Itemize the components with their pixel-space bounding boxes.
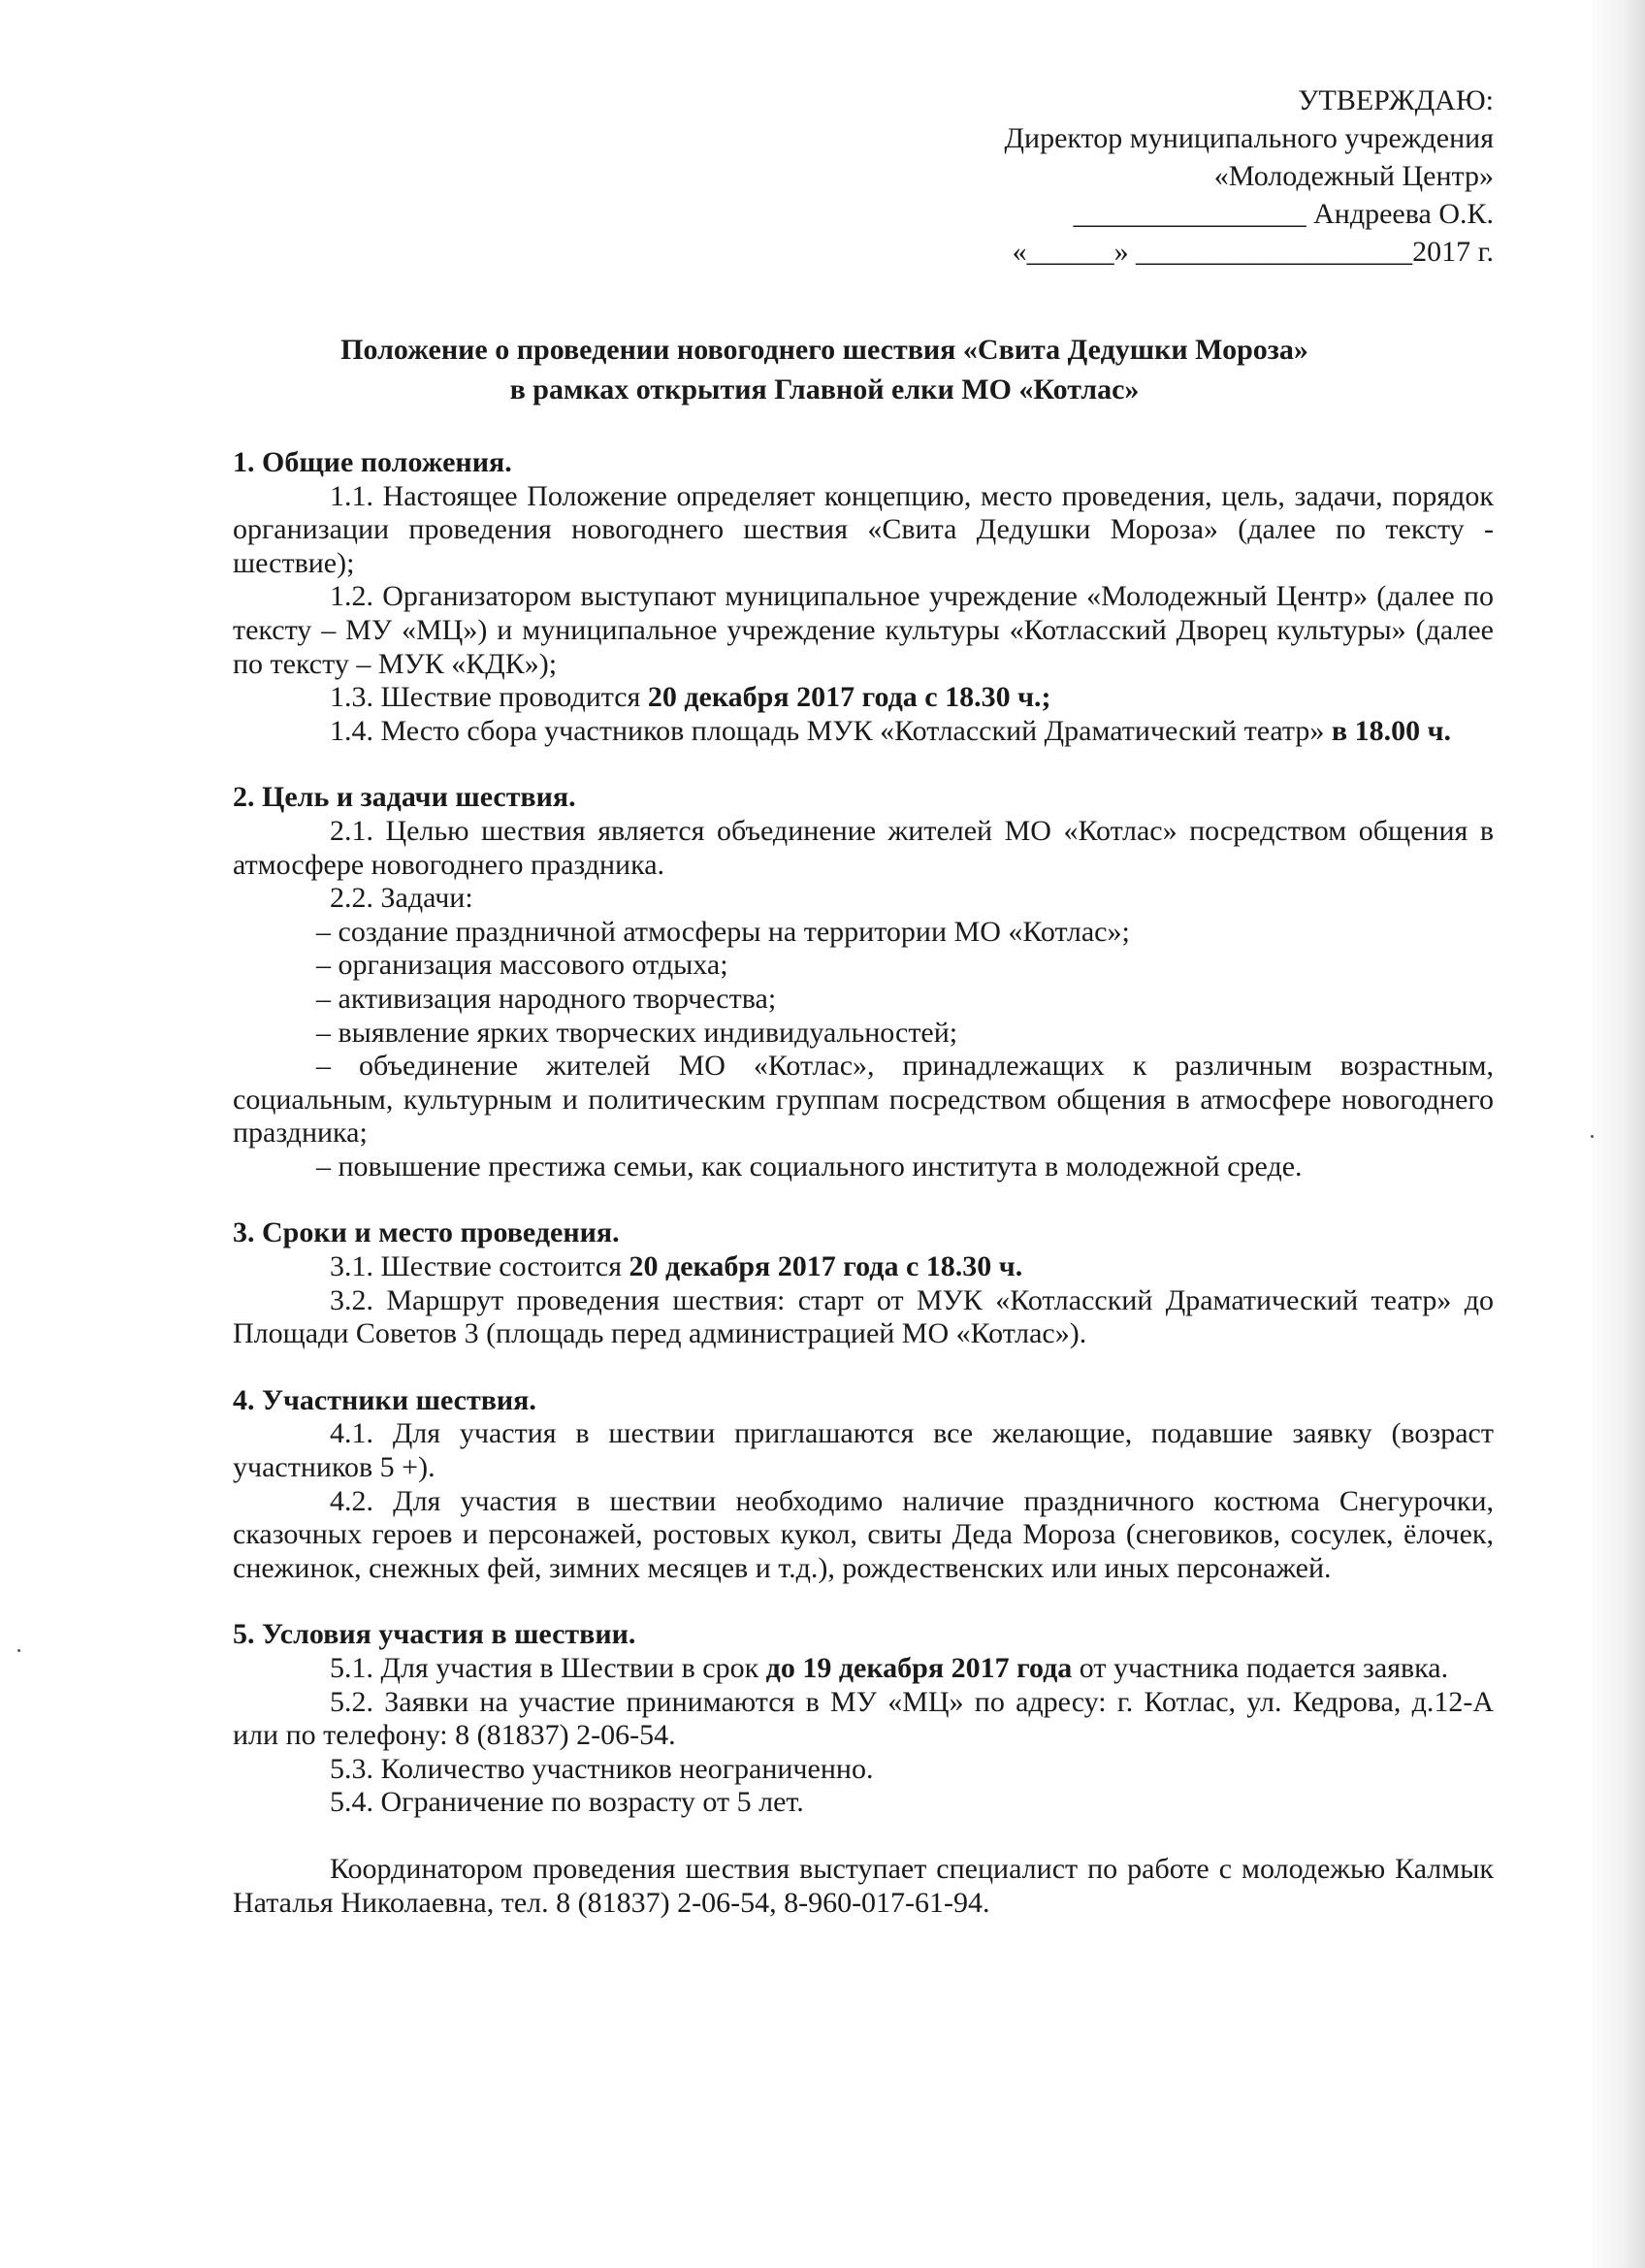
approval-position: Директор муниципального учреждения [1004,122,1494,154]
paragraph-1-4 [233,715,1494,749]
signatory-name: Андреева О.К. [1313,198,1494,230]
task-item: – активизация народного творчества; [316,982,777,1015]
paragraph-text: 5.1. Для участия в Шествии в срок [330,1652,766,1684]
paragraph-4-2: 4.2. Для участия в шествии необходимо наличие праздничного костюма Снегурочки, сказочных героев и персонажей, ростовых кукол, свиты Деда Мороза (снеговиков, сосулек, ёлочек, снежинок, снежных фей, зимних месяцев и т.д.), рождественских или иных персонажей. [233,1484,1494,1584]
coordinator-paragraph: Координатором проведения шествия выступает специалист по работе с молодежью Калмык Наталья Николаевна, тел. 8 (81837) 2-06-54, 8-960-017-61-94. [233,1852,1494,1919]
section-heading: 5. Условия участия в шествии. [233,1618,636,1651]
date-month-blank: ___________________ [1136,236,1413,268]
scan-speck [1591,1135,1594,1138]
approval-heading: УТВЕРЖДАЮ: [1298,84,1494,116]
paragraph-2-2: 2.2. Задачи: [330,882,473,915]
deadline-bold: до 19 декабря 2017 года [765,1652,1073,1684]
document-body [233,446,1494,1953]
task-item: – организация массового отдыха; [316,949,728,982]
date-year: 2017 г. [1412,236,1494,268]
section-conditions [233,1618,1494,1820]
paragraph-5-4: 5.4. Ограничение по возрасту от 5 лет. [330,1786,804,1819]
title-line-1: Положение о проведении новогоднего шествия «Свита Дедушки Мороза» [340,334,1308,366]
date-day-blank: ______ [1026,236,1114,268]
paragraph-5-2: 5.2. Заявки на участие принимаются в МУ «МЦ» по адресу: г. Котлас, ул. Кедрова, д.12-А или по телефону: 8 (81837) 2-06-54. [233,1685,1494,1752]
section-goals [233,781,1494,1183]
scan-speck [17,1649,20,1652]
paragraph-text: 3.1. Шествие состоится [330,1250,629,1283]
approval-date-line [815,233,1494,271]
approval-signature-line [815,195,1494,233]
section-heading: 1. Общие положения. [233,446,512,478]
paragraph-5-3: 5.3. Количество участников неограниченно. [330,1752,874,1785]
document-title [233,330,1416,409]
task-item: – создание праздничной атмосферы на территории МО «Котлас»; [316,915,1130,948]
paragraph-1-3 [233,681,1494,715]
section-general [233,446,1494,748]
date-quote-open: « [1012,236,1027,268]
paragraph-2-1: 2.1. Целью шествия является объединение жителей МО «Котлас» посредством общения в атмосфере новогоднего праздника. [233,814,1494,881]
paragraph-text: 1.3. Шествие проводится [330,681,648,714]
title-line-2: в рамках открытия Главной елки МО «Котлас» [509,373,1140,405]
section-participants [233,1384,1494,1586]
date-quote-close: » [1113,236,1129,268]
approval-organization: «Молодежный Центр» [1213,160,1494,192]
task-item: – повышение престижа семьи, как социального института в молодежной среде. [316,1150,1303,1183]
paragraph-4-1: 4.1. Для участия в шествии приглашаются все желающие, подавшие заявку (возраст участников 5 +). [233,1417,1494,1484]
task-item: – объединение жителей МО «Котлас», принадлежащих к различным возрастным, социальным, культурным и политическим группам посредством общения в атмосфере новогоднего праздника; [233,1050,1494,1150]
event-date-bold: 20 декабря 2017 года с 18.30 ч. [629,1250,1023,1283]
paragraph-1-1: 1.1. Настоящее Положение определяет концепцию, место проведения, цель, задачи, порядок организации проведения новогоднего шествия «Свита Дедушки Мороза» (далее по тексту - шествие); [233,479,1494,579]
paragraph-5-1 [233,1652,1494,1686]
task-item: – выявление ярких творческих индивидуальностей; [316,1016,958,1049]
scan-page-edge [1587,0,1645,2268]
gathering-time-bold: в 18.00 ч. [1331,714,1452,747]
paragraph-1-2: 1.2. Организатором выступают муниципальное учреждение «Молодежный Центр» (далее по тексту – МУ «МЦ») и муниципальное учреждение культуры «Котласский Дворец культуры» (далее по тексту – МУК «КДК»); [233,580,1494,680]
section-coordinator [233,1853,1494,1920]
section-heading: 2. Цель и задачи шествия. [233,781,576,814]
event-date-bold: 20 декабря 2017 года с 18.30 ч.; [647,681,1051,714]
signature-blank: ________________ [1073,198,1306,230]
paragraph-3-2: 3.2. Маршрут проведения шествия: старт от МУК «Котласский Драматический театр» до Площади Советов 3 (площадь перед администрацией МО «Котлас»). [233,1283,1494,1350]
approval-block [815,81,1494,271]
section-heading: 4. Участники шествия. [233,1383,536,1416]
paragraph-text: от участника подается заявка. [1072,1652,1449,1684]
section-dates-place [233,1216,1494,1350]
section-heading: 3. Сроки и место проведения. [233,1216,620,1249]
paragraph-text: 1.4. Место сбора участников площадь МУК «Котласский Драматический театр» [330,714,1332,747]
paragraph-3-1 [233,1250,1494,1284]
